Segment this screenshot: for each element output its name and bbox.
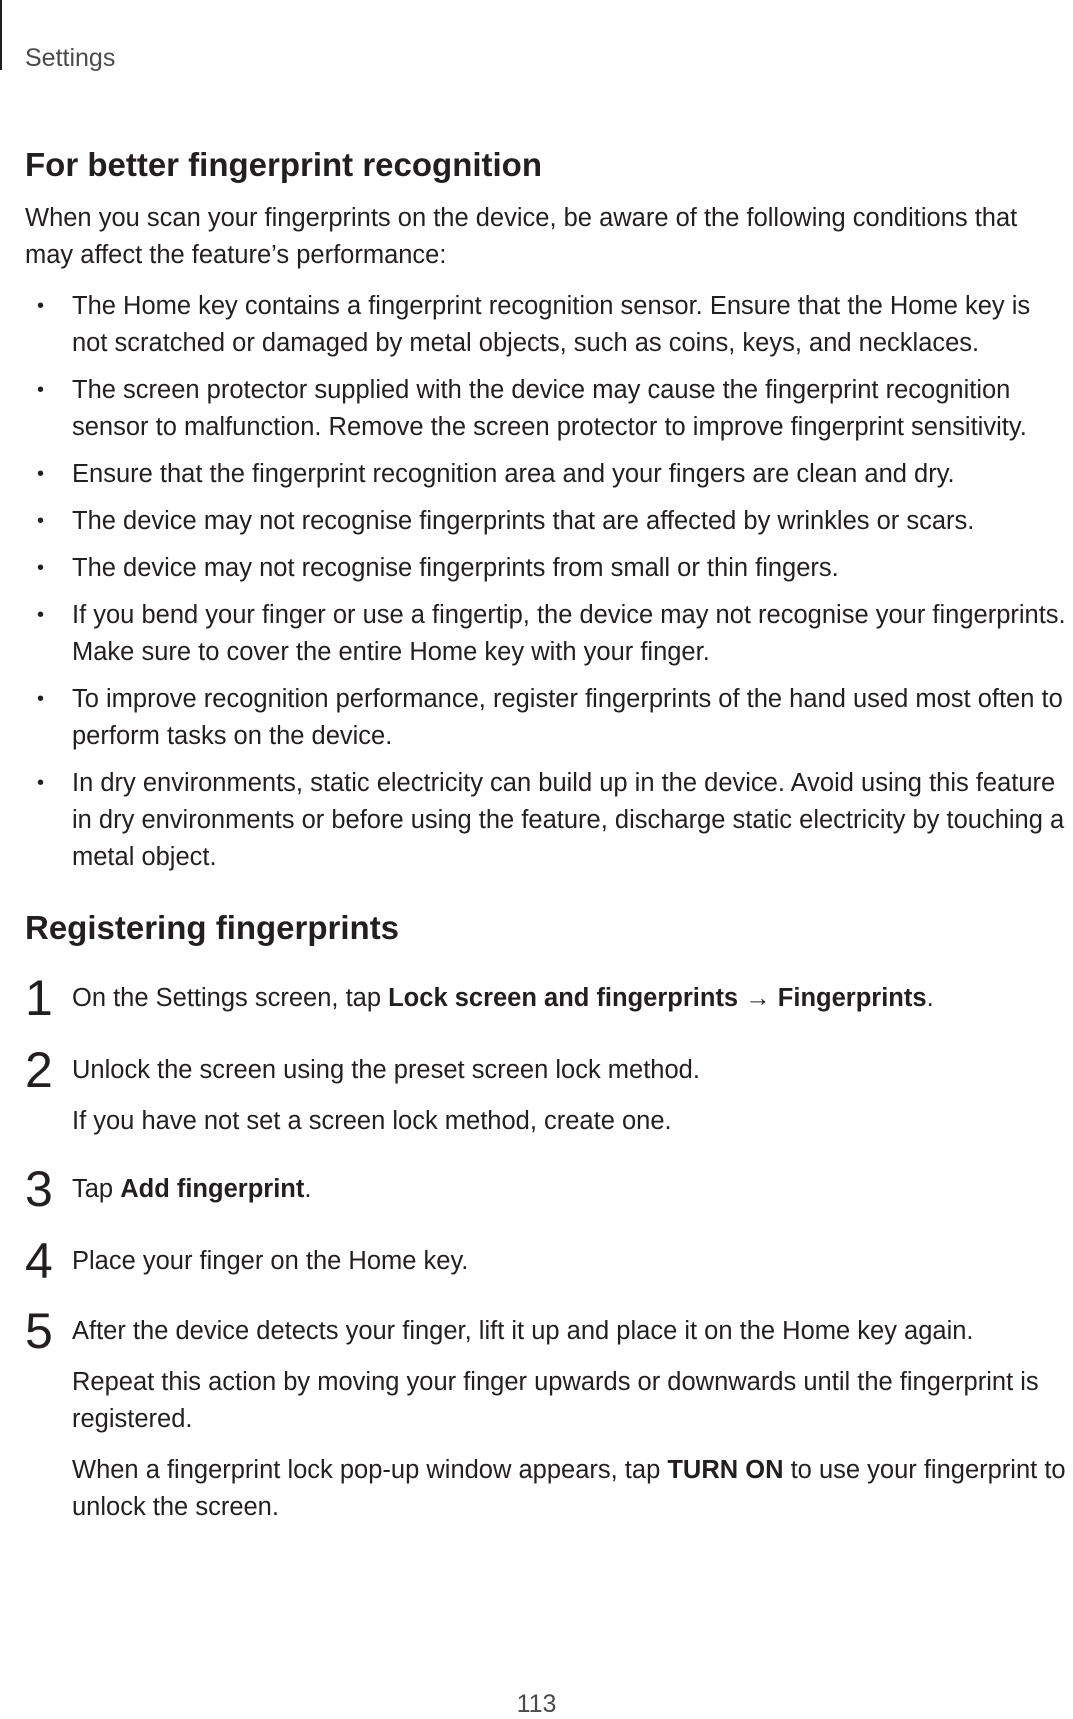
intro-paragraph: When you scan your fingerprints on the device, be aware of the following conditions that may affect the feature’s performance: — [25, 204, 1018, 269]
step-4: 4 Place your finger on the Home key. — [25, 1233, 469, 1289]
section-title-registering-fingerprints: Registering fingerprints — [25, 909, 400, 946]
step-3: 3 Tap Add fingerprint. — [25, 1161, 312, 1217]
step-number: 5 — [25, 1303, 53, 1359]
step-number: 1 — [25, 970, 53, 1026]
add-fingerprint-label: Add fingerprint — [120, 1175, 305, 1203]
list-item: • The Home key contains a fingerprint recognition sensor. Ensure that the Home key is not scratched or damaged by metal objects, such as coins, keys, and necklaces. — [25, 288, 1070, 362]
bullet-icon: • — [37, 379, 45, 401]
step-number: 4 — [25, 1233, 53, 1289]
step-2: 2 Unlock the screen using the preset screen lock method. If you have not set a screen lock method, create one. — [25, 1042, 700, 1135]
bullet-icon: • — [37, 510, 45, 532]
list-item: • In dry environments, static electricity can build up in the device. Avoid using this feature in dry environments or before using the feature, discharge static electricity by touching a metal object. — [25, 765, 1070, 876]
bullet-icon: • — [37, 604, 45, 626]
list-item: • The device may not recognise fingerprints from small or thin fingers. — [25, 550, 1070, 587]
menu-path-fingerprints: Fingerprints — [777, 984, 927, 1012]
steps-list — [25, 970, 1070, 1536]
section-title-fingerprint-recognition: For better fingerprint recognition — [25, 146, 542, 183]
page-number: 113 — [516, 1690, 557, 1718]
corner-rule — [0, 0, 2, 70]
running-header: Settings — [25, 44, 116, 72]
list-item: • The screen protector supplied with the device may cause the fingerprint recognition sensor to malfunction. Remove the screen protector to improve fingerprint sensitivity. — [25, 372, 1070, 446]
list-item: • The device may not recognise fingerprints that are affected by wrinkles or scars. — [25, 503, 1070, 540]
bullet-icon: • — [37, 295, 45, 317]
step-number: 2 — [25, 1042, 53, 1098]
list-item: • Ensure that the fingerprint recognition area and your fingers are clean and dry. — [25, 456, 1070, 493]
step-5: 5 After the device detects your finger, lift it up and place it on the Home key again. Repeat this action by moving your finger upwards or downwards until the fingerprint is registered. When a fingerprint lock pop-up window appears, tap TURN ON to use your fingerprint to unlock the screen. — [25, 1303, 1066, 1521]
step-1: 1 On the Settings screen, tap Lock screen and fingerprints → Fingerprints. — [25, 970, 934, 1026]
bullet-icon: • — [37, 688, 45, 710]
menu-path-lock-screen: Lock screen and fingerprints — [388, 984, 739, 1012]
list-item: • To improve recognition performance, register fingerprints of the hand used most often to perform tasks on the device. — [25, 681, 1070, 755]
bullet-icon: • — [37, 463, 45, 485]
step-number: 3 — [25, 1161, 53, 1217]
turn-on-label: TURN ON — [667, 1456, 784, 1484]
list-item: • If you bend your finger or use a fingertip, the device may not recognise your fingerprints. Make sure to cover the entire Home key with your finger. — [25, 597, 1070, 671]
bullet-icon: • — [37, 557, 45, 579]
arrow-icon: → — [738, 984, 778, 1012]
bullet-icon: • — [37, 772, 45, 794]
tips-list — [25, 288, 1070, 886]
